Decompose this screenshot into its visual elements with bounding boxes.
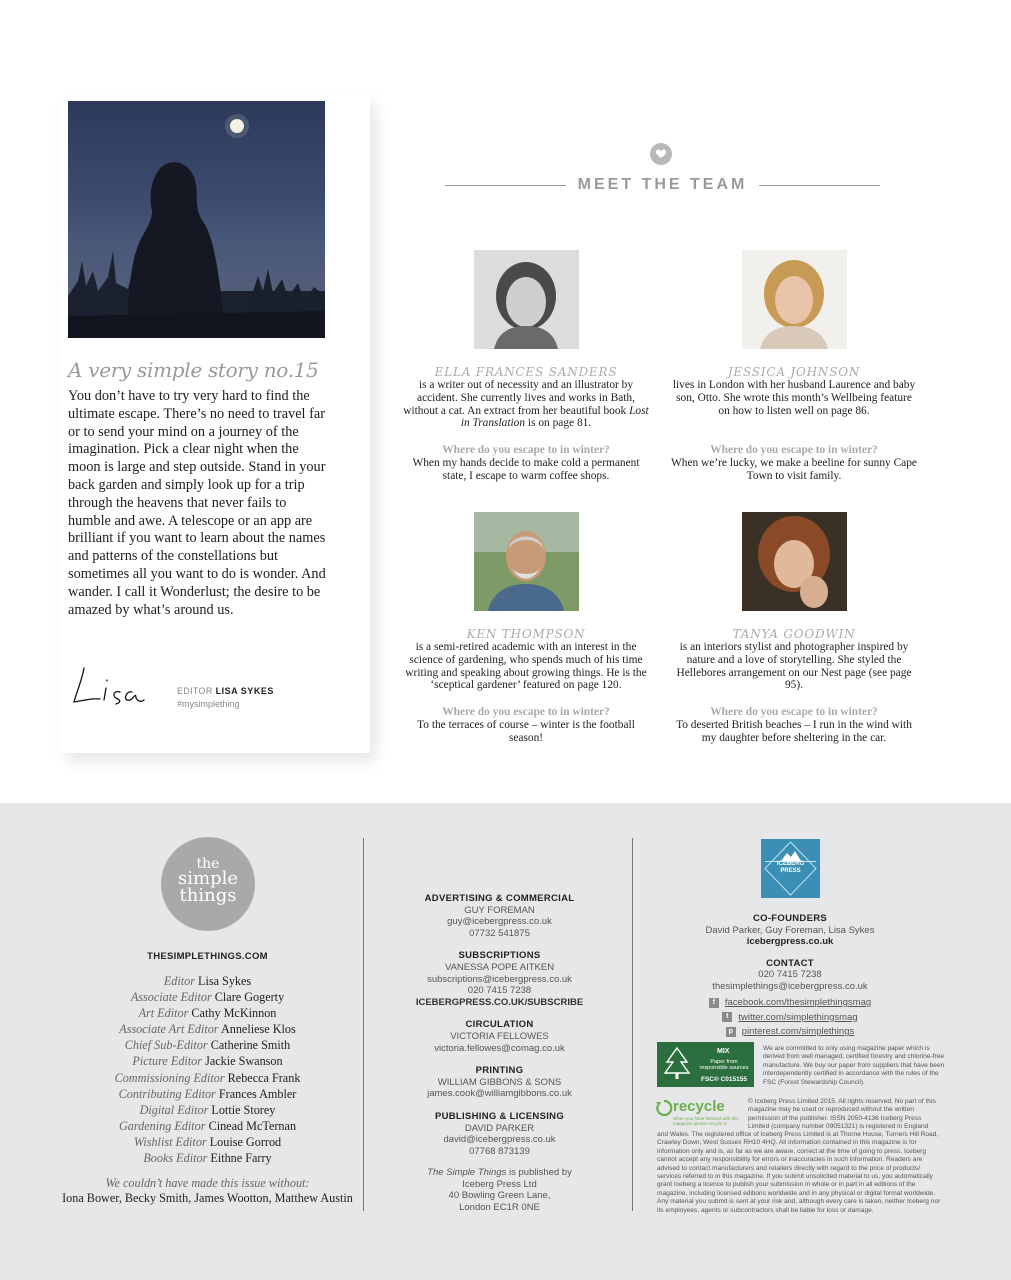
publisher-block (392, 1167, 607, 1213)
staff-list (60, 973, 355, 1166)
subscribe-link[interactable]: ICEBERGPRESS.CO.UK/SUBSCRIBE (415, 996, 584, 1008)
moonlit-silhouette-photo (68, 101, 325, 338)
story-title: A very simple story no.15 (68, 358, 319, 382)
pinterest-row (680, 1025, 900, 1040)
column-divider-left (363, 838, 364, 1211)
portrait-ella (474, 250, 579, 349)
legal-notice: and Wales. The registered office of Iceberg Press Limited is at Thorne House, Turners Hill Road, Crawley Down, West Sussex RH10 4HQ. All information contained in this magazine is for information only and is, as far as we are aware, correct at the time of going to press. Iceberg cannot accept any responsibility for errors or inaccuracies in such information. Readers are advised to contact manufacturers and retailers directly with regard to the price of products/ services referred to in this magazine. If you submit unsolicited material to us, you automatically grant Iceberg a licence to publish your submission in whole or in part in all editions of the magazine, including licensed editions worldwide and in any physical or digital format worldwide. Any material you submit is sent at your risk and, although every care is taken, neither Iceberg nor its employees, agents or subcontractors shall be liable for loss or damage. (657, 1131, 941, 1214)
member-bio (401, 379, 651, 430)
moonlit-silhouette-illustration (68, 101, 325, 338)
logo-line-2: simple (178, 868, 238, 889)
thanks-names: Iona Bower, Becky Smith, James Wootton, Matthew Austin (62, 1191, 353, 1205)
heading-rule-left (445, 185, 566, 186)
member-bio: lives in London with her husband Laurence and baby son, Otto. She wrote this month’s Wellbeing feature on how to listen well on page 86. (672, 379, 916, 417)
staff-name: Jackie Swanson (205, 1054, 283, 1069)
team-heading-text: MEET THE TEAM (577, 176, 748, 193)
logo-word-2: PRESS (780, 868, 801, 874)
staff-row (60, 1118, 355, 1134)
staff-row (60, 1070, 355, 1086)
meet-the-team-heading (445, 175, 880, 195)
recycle-word: recycle (673, 1098, 725, 1115)
staff-role: Digital Editor (139, 1102, 209, 1117)
contact-heading: ADVERTISING & COMMERCIAL (424, 893, 575, 904)
logo-line-3: things (179, 885, 237, 906)
staff-name: Cathy McKinnon (191, 1006, 277, 1021)
staff-name: Cinead McTernan (208, 1118, 297, 1133)
address-line-2: London EC1R 0NE (459, 1201, 540, 1213)
contact-email[interactable]: david@icebergpress.co.uk (443, 1134, 556, 1146)
member-question: Where do you escape to in winter? (442, 444, 610, 457)
company-phone: 020 7415 7238 (758, 969, 822, 981)
member-question: Where do you escape to in winter? (710, 444, 878, 457)
subscriptions-contact (392, 950, 607, 1008)
member-name: JESSICA JOHNSON (727, 365, 861, 379)
member-question: Where do you escape to in winter? (442, 706, 610, 719)
portrait-ken (474, 512, 579, 611)
portrait-jessica (742, 250, 847, 349)
staff-row (60, 1150, 355, 1166)
contact-name: GUY FOREMAN (464, 904, 535, 916)
story-body: You don’t have to try very hard to find the ultimate escape. There’s no need to travel far or to send your mind on a journey of the imagination. Pick a clear night when the moon is large and step outside. Stand in your back garden and simply look up for a trip through the heavens that never fails to humble and awe. A telescope or an app are brilliant if you want to learn about the names and patterns of the constellations but sometimes all you want to do is wonder. And wander. I call it Wonderlust; the desire to be amazed by what’s around us. (68, 388, 326, 618)
staff-name: Lottie Storey (211, 1102, 276, 1117)
company-website[interactable]: icebergpress.co.uk (746, 936, 834, 948)
member-name: TANYA GOODWIN (732, 627, 856, 641)
hashtag: #mysimplething (177, 699, 240, 709)
editor-name: LISA SYKES (215, 686, 274, 696)
bio-text-end: is on page 81. (525, 417, 592, 430)
team-member-ken (401, 512, 651, 745)
heading-rule-right (759, 185, 880, 186)
contact-heading: CIRCULATION (465, 1019, 534, 1031)
thanks-block (60, 1176, 355, 1206)
staff-row (60, 1134, 355, 1150)
member-question: Where do you escape to in winter? (710, 706, 878, 719)
contact-heading: PUBLISHING & LICENSING (434, 1110, 565, 1122)
legal-copyright: © Iceberg Press Limited 2015. All rights reserved. No part of this magazine may be used or reproduced without the written permission of the publisher. ISSN 2050-4136 Iceberg Press Limited (company number 09051321) is registered in England (748, 1098, 936, 1131)
published-line (392, 1167, 607, 1179)
staff-row (60, 1005, 355, 1021)
team-member-tanya (669, 512, 919, 745)
recycle-icon (655, 1099, 673, 1117)
contact-email[interactable]: guy@icebergpress.co.uk (447, 916, 552, 928)
staff-role: Editor (163, 974, 195, 988)
iceberg-logo-text (761, 861, 820, 875)
column-divider-right (632, 838, 633, 1211)
contact-email[interactable]: victoria.fellowes@comag.co.uk (434, 1042, 565, 1054)
publishing-contact (392, 1111, 607, 1157)
facebook-icon: f (709, 998, 719, 1008)
advertising-contact (392, 893, 607, 939)
facebook-row (680, 996, 900, 1011)
contact-heading: PRINTING (475, 1065, 524, 1077)
publisher-name: Iceberg Press Ltd (462, 1178, 537, 1190)
iceberg-press-logo (761, 839, 820, 898)
member-bio: is an interiors stylist and photographer inspired by nature and a love of storytelling. She styled the Hellebores arrangement on our Nest page (see page 95). (676, 641, 912, 692)
staff-role: Wishlist Editor (133, 1134, 207, 1149)
member-answer: To deserted British beaches – I run in the wind with my daughter before sheltering in the car. (676, 718, 912, 744)
contact-name: DAVID PARKER (464, 1122, 535, 1134)
twitter-row (680, 1010, 900, 1025)
company-email[interactable]: thesimplethings@icebergpress.co.uk (712, 980, 868, 992)
staff-name: Frances Ambler (218, 1086, 297, 1101)
staff-role: Commissioning Editor (114, 1070, 225, 1085)
logo-line-1: the (196, 856, 220, 872)
staff-role: Picture Editor (132, 1054, 203, 1069)
team-member-ella (401, 250, 651, 483)
member-answer: To the terraces of course – winter is the football season! (417, 718, 635, 744)
member-answer: When we’re lucky, we make a beeline for sunny Cape Town to visit family. (671, 457, 917, 482)
staff-role: Associate Art Editor (119, 1022, 219, 1037)
website-link[interactable]: THESIMPLETHINGS.COM (147, 951, 268, 962)
staff-role: Books Editor (143, 1151, 208, 1166)
editor-credit (177, 686, 274, 696)
the-simple-things-logo (161, 837, 255, 931)
recycle-subtext: When you have finished with this magazine please recycle it. (673, 1116, 739, 1126)
staff-name: Catherine Smith (210, 1038, 291, 1053)
book-title: Lost in Translation (460, 404, 649, 430)
staff-row (60, 1037, 355, 1053)
staff-row (60, 1053, 355, 1069)
logo-word-1: ICEBERG (776, 861, 805, 867)
staff-role: Chief Sub-Editor (124, 1038, 208, 1053)
social-links (680, 996, 900, 1040)
magazine-title: The Simple Things (427, 1167, 507, 1178)
staff-role: Art Editor (138, 1006, 189, 1021)
contact-name: WILLIAM GIBBONS & SONS (437, 1076, 562, 1088)
contact-name: VANESSA POPE AITKEN (444, 961, 555, 973)
contact-email[interactable]: james.cook@williamgibbons.co.uk (427, 1088, 572, 1100)
thanks-label: We couldn’t have made this issue without: (105, 1176, 310, 1190)
member-bio: is a semi-retired academic with an interest in the science of gardening, who spends much of his time writing and speaking about growing things. He is the ‘sceptical gardener’ featured on page 120. (405, 641, 647, 692)
fsc-logo (657, 1042, 754, 1087)
member-name: ELLA FRANCES SANDERS (434, 365, 618, 379)
pinterest-link[interactable]: pinterest.com/simplethings (741, 1026, 855, 1038)
published-by: is published by (506, 1167, 572, 1178)
address-line-1: 40 Bowling Green Lane, (448, 1190, 551, 1202)
staff-name: Lisa Sykes (198, 974, 252, 988)
contact-name: VICTORIA FELLOWES (450, 1030, 549, 1042)
staff-row (60, 989, 355, 1005)
contacts-column (392, 893, 607, 1168)
contact-email[interactable]: subscriptions@icebergpress.co.uk (427, 973, 572, 985)
cofounders-names: David Parker, Guy Foreman, Lisa Sykes (705, 924, 875, 936)
fsc-code: FSC® C015155 (701, 1076, 747, 1083)
contact-phone: 07732 541875 (469, 927, 530, 939)
contact-heading: SUBSCRIPTIONS (458, 950, 541, 962)
heart-icon (650, 143, 672, 165)
contact-phone: 020 7415 7238 (467, 985, 532, 997)
fsc-statement: We are committed to only using magazine paper which is derived from well managed, certified forestry and chlorine-free manufacture. We buy our paper from suppliers that have been interdependently certified in accordance with the rules of the FSC (Forest Stewardship Council). (763, 1045, 945, 1086)
bio-text: is a writer out of necessity and an illustrator by accident. She currently lives and works in Bath, without a cat. An extract from her beautiful book (403, 379, 635, 417)
staff-name: Eithne Farry (210, 1151, 272, 1166)
member-answer: When my hands decide to make cold a permanent state, I escape to warm coffee shops. (412, 456, 640, 482)
editor-label: EDITOR (177, 686, 213, 696)
staff-name: Clare Gogerty (214, 990, 285, 1005)
staff-name: Anneliese Klos (220, 1022, 296, 1037)
staff-role: Associate Editor (130, 990, 212, 1005)
printing-contact (392, 1065, 607, 1100)
editor-signature (70, 662, 170, 712)
company-column (680, 913, 900, 1039)
contact-heading: CONTACT (766, 957, 814, 969)
staff-name: Rebecca Frank (227, 1070, 301, 1085)
staff-row (60, 973, 355, 989)
twitter-link[interactable]: twitter.com/simplethingsmag (738, 1011, 858, 1023)
portrait-tanya (742, 512, 847, 611)
member-name: KEN THOMPSON (466, 627, 586, 641)
facebook-link[interactable]: facebook.com/thesimplethingsmag (724, 997, 872, 1009)
cofounders-heading: CO-FOUNDERS (752, 913, 828, 924)
circulation-contact (392, 1019, 607, 1054)
staff-row (60, 1102, 355, 1118)
fsc-tree-icon (661, 1045, 693, 1083)
staff-role: Contributing Editor (118, 1086, 216, 1101)
fsc-mix: MIX (717, 1048, 730, 1055)
contact-phone: 07768 873139 (469, 1145, 530, 1157)
staff-row (60, 1086, 355, 1102)
team-member-jessica (669, 250, 919, 483)
pinterest-icon: p (726, 1027, 736, 1037)
fsc-source: Paper from responsible sources (699, 1059, 749, 1072)
staff-role: Gardening Editor (118, 1118, 206, 1133)
staff-row (60, 1021, 355, 1037)
recycle-logo (655, 1097, 747, 1127)
twitter-icon: t (722, 1012, 732, 1022)
staff-name: Louise Gorrod (209, 1134, 282, 1149)
